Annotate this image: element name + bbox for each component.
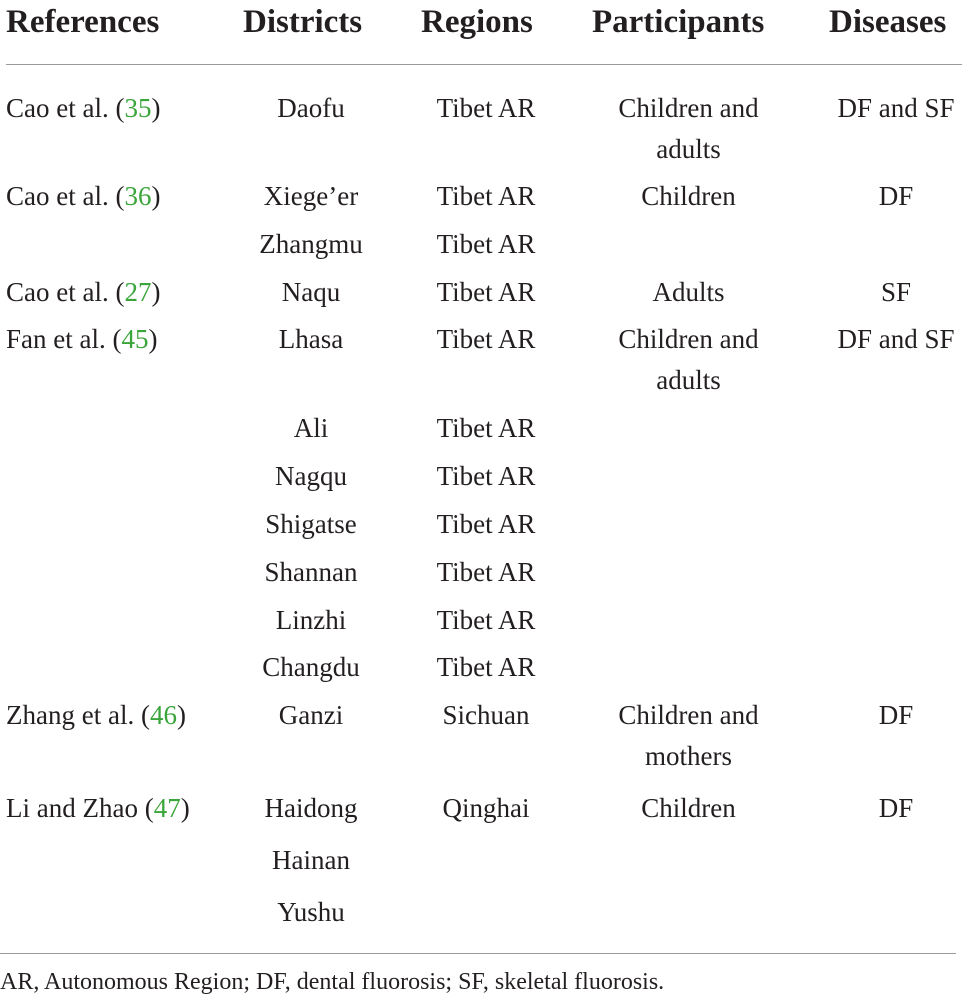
region-cell: Tibet AR xyxy=(436,605,536,635)
district-cell: Ali xyxy=(293,413,329,443)
header-participants: Participants xyxy=(592,4,765,40)
table-row xyxy=(6,504,962,552)
citation-link[interactable]: 36 xyxy=(124,181,152,211)
table-row xyxy=(6,600,962,647)
district-cell: Xiege’er xyxy=(263,181,359,211)
table-row xyxy=(6,840,962,892)
table-row xyxy=(6,892,962,944)
header-regions: Regions xyxy=(421,4,533,40)
region-cell: Tibet AR xyxy=(436,229,536,259)
participants-cell: Children and mothers xyxy=(618,700,759,771)
district-cell: Naqu xyxy=(281,277,341,307)
table-row xyxy=(6,176,962,224)
region-cell: Qinghai xyxy=(442,793,530,823)
table-header-row xyxy=(6,0,962,65)
participants-cell: Children xyxy=(641,793,736,823)
participants-cell: Children and adults xyxy=(618,93,759,164)
reference-close: ) xyxy=(180,793,190,823)
header-diseases: Diseases xyxy=(829,4,947,40)
district-cell: Changdu xyxy=(262,652,360,682)
participants-cell: Children xyxy=(641,181,736,211)
data-table xyxy=(6,0,962,927)
district-cell: Haidong xyxy=(264,793,358,823)
citation-link[interactable]: 47 xyxy=(153,793,181,823)
district-cell: Lhasa xyxy=(278,324,344,354)
region-cell: Sichuan xyxy=(442,700,530,730)
table-row xyxy=(6,695,962,788)
reference-close: ) xyxy=(151,93,161,123)
reference-cell xyxy=(6,176,160,217)
table-row xyxy=(6,647,962,695)
participants-cell: Adults xyxy=(652,277,725,307)
reference-author: Cao et al. ( xyxy=(6,277,125,307)
district-cell: Linzhi xyxy=(275,605,347,635)
reference-cell xyxy=(6,695,186,736)
district-cell: Daofu xyxy=(277,93,345,123)
district-cell: Shigatse xyxy=(265,509,357,539)
citation-link[interactable]: 46 xyxy=(149,700,177,730)
reference-author: Zhang et al. ( xyxy=(6,700,150,730)
table-row xyxy=(6,319,962,408)
region-cell: Tibet AR xyxy=(436,413,536,443)
reference-cell xyxy=(6,319,157,360)
district-cell: Yushu xyxy=(277,897,345,927)
reference-cell xyxy=(6,88,160,129)
region-cell: Tibet AR xyxy=(436,93,536,123)
district-cell: Hainan xyxy=(272,845,350,875)
region-cell: Tibet AR xyxy=(436,652,536,682)
diseases-cell: DF xyxy=(878,700,914,730)
district-cell: Shannan xyxy=(264,557,358,587)
district-cell: Ganzi xyxy=(278,700,344,730)
diseases-cell: DF and SF xyxy=(837,324,955,354)
reference-author: Cao et al. ( xyxy=(6,181,125,211)
reference-author: Fan et al. ( xyxy=(6,324,122,354)
reference-close: ) xyxy=(176,700,186,730)
citation-link[interactable]: 45 xyxy=(121,324,149,354)
reference-cell xyxy=(6,788,190,829)
citation-link[interactable]: 35 xyxy=(124,93,152,123)
district-cell: Nagqu xyxy=(275,461,347,491)
table-row xyxy=(6,408,962,456)
region-cell: Tibet AR xyxy=(436,509,536,539)
reference-cell xyxy=(6,272,160,313)
citation-link[interactable]: 27 xyxy=(124,277,152,307)
participants-cell: Children and adults xyxy=(618,324,759,395)
district-cell: Zhangmu xyxy=(259,229,363,259)
reference-close: ) xyxy=(151,277,161,307)
reference-close: ) xyxy=(148,324,158,354)
header-references: References xyxy=(6,4,160,40)
reference-author: Li and Zhao ( xyxy=(6,793,154,823)
region-cell: Tibet AR xyxy=(436,277,536,307)
diseases-cell: SF xyxy=(880,277,912,307)
header-districts: Districts xyxy=(243,4,363,40)
diseases-cell: DF and SF xyxy=(837,93,955,123)
table-row xyxy=(6,272,962,319)
table-row xyxy=(6,456,962,504)
reference-author: Cao et al. ( xyxy=(6,93,125,123)
region-cell: Tibet AR xyxy=(436,461,536,491)
table-row xyxy=(6,788,962,840)
table-row xyxy=(6,224,962,272)
diseases-cell: DF xyxy=(878,181,914,211)
table-footnote: AR, Autonomous Region; DF, dental fluorosis; SF, skeletal fluorosis. xyxy=(0,969,665,995)
region-cell: Tibet AR xyxy=(436,324,536,354)
table-row xyxy=(6,88,962,176)
region-cell: Tibet AR xyxy=(436,181,536,211)
table-bottom-rule xyxy=(0,953,956,954)
reference-close: ) xyxy=(151,181,161,211)
region-cell: Tibet AR xyxy=(436,557,536,587)
diseases-cell: DF xyxy=(878,793,914,823)
table-row xyxy=(6,552,962,600)
